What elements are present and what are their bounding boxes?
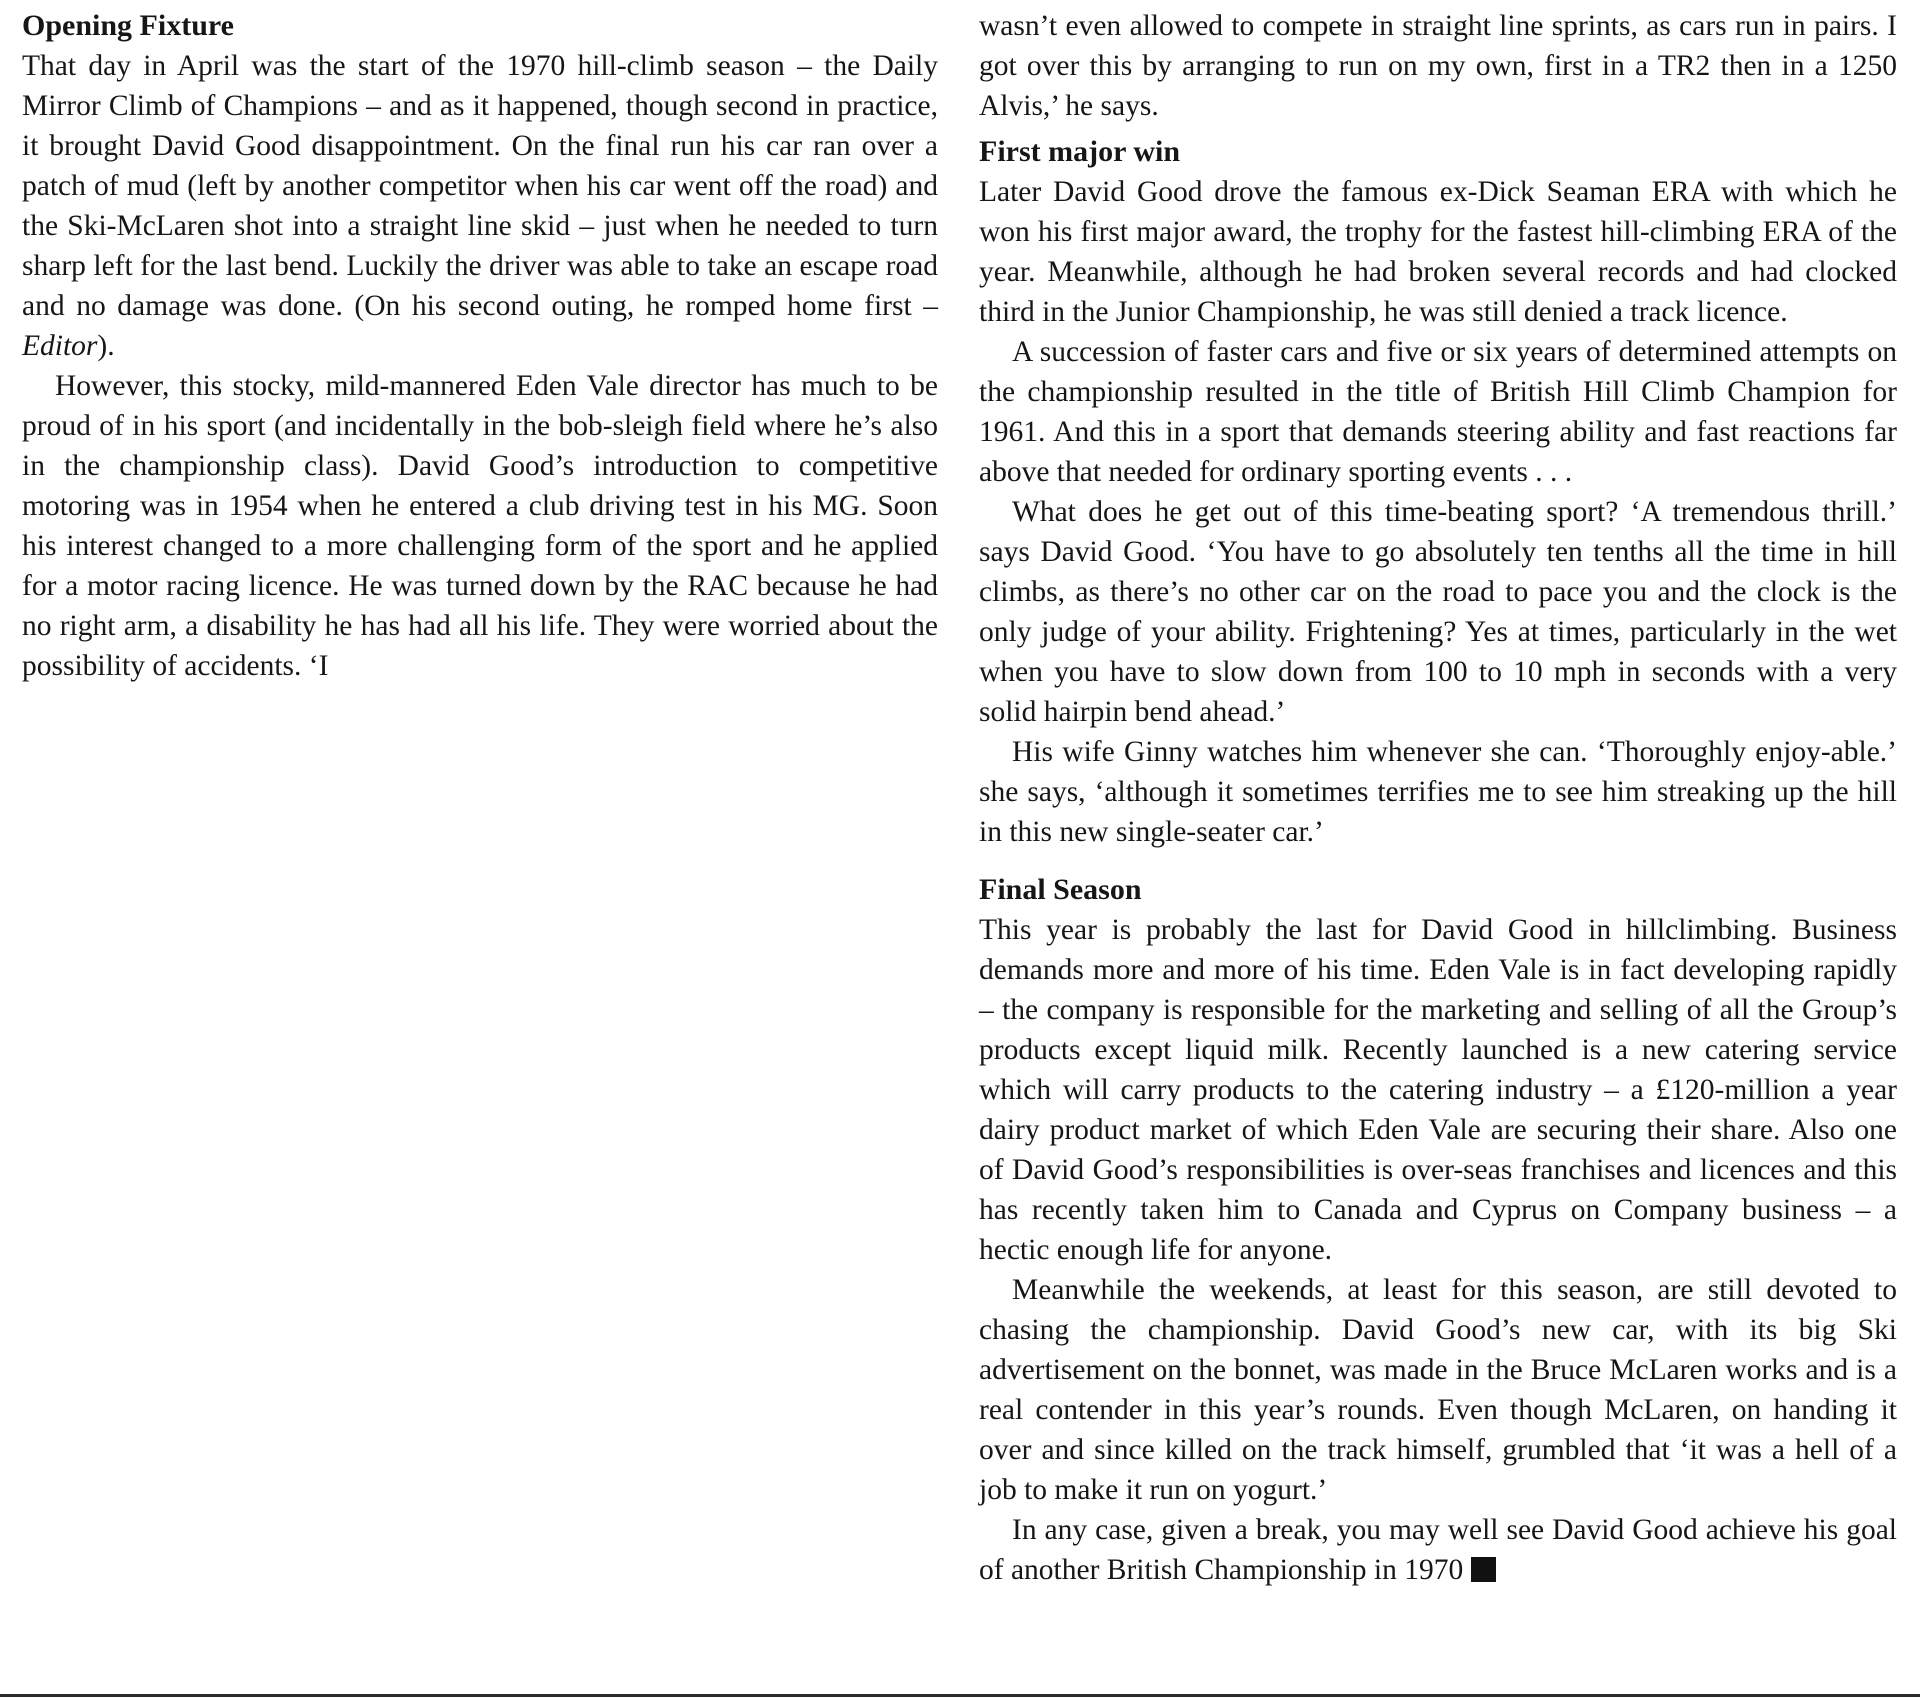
paragraph-final-1: This year is probably the last for David Good in hillclimbing. Business demands more and more of his time. Eden Vale is in fact developing rapidly – the company is responsible for the marketing and selling of all the Group’s products except liquid milk. Recently launched is a new catering service which will carry products to the catering industry – a £120-million a year dairy product market of which Eden Vale are securing their share. Also one of David Good’s responsibilities is over-seas franchises and licences and this has recently taken him to Canada and Cyprus on Company business – a hectic enough life for anyone.: [979, 914, 1897, 1266]
paragraph-continued: wasn’t even allowed to compete in straight line sprints, as cars run in pairs. I got over this by arranging to run on my own, first in a TR2 then in a 1250 Alvis,’ he says.: [979, 10, 1897, 122]
paragraph-final-2: Meanwhile the weekends, at least for this season, are still devoted to chasing the championship. David Good’s new car, with its big Ski advertisement on the bonnet, was made in the Bruce McLaren works and is a real contender in this year’s rounds. Even though McLaren, on handing it over and since killed on the track himself, grumbled that ‘it was a hell of a job to make it run on yogurt.’: [979, 1274, 1897, 1506]
left-column: [22, 6, 938, 686]
paragraph-final-3: [979, 1510, 1897, 1590]
heading-final-season: Final Season: [979, 873, 1142, 906]
paragraph-final-3-text: In any case, given a break, you may well see David Good achieve his goal of another British Championship in 1970: [979, 1514, 1897, 1586]
paragraph-opening-1-end: ).: [97, 330, 115, 362]
bottom-rule: [0, 1694, 1920, 1697]
heading-first-major-win: First major win: [979, 135, 1181, 168]
heading-opening-fixture: Opening Fixture: [22, 9, 234, 42]
paragraph-opening-2: However, this stocky, mild-mannered Eden Vale director has much to be proud of in his sport (and incidentally in the bob-sleigh field where he’s also in the championship class). David Good’s introduction to competitive motoring was in 1954 when he entered a club driving test in his MG. Soon his interest changed to a more challenging form of the sport and he applied for a motor racing licence. He was turned down by the RAC because he had no right arm, a disability he has had all his life. They were worried about the possibility of accidents. ‘I: [22, 370, 938, 682]
paragraph-win-3: What does he get out of this time-beating sport? ‘A tremendous thrill.’ says David Good. ‘You have to go absolutely ten tenths all the time in hill climbs, as there’s no other car on the road to pace you and the clock is the only judge of your ability. Frightening? Yes at times, particularly in the wet when you have to slow down from 100 to 10 mph in seconds with a very solid hairpin bend ahead.’: [979, 496, 1897, 728]
editor-note: Editor: [22, 330, 98, 362]
paragraph-win-4: His wife Ginny watches him whenever she can. ‘Thoroughly enjoy-able.’ she says, ‘although it sometimes terrifies me to see him streaking up the hill in this new single-seater car.’: [979, 736, 1897, 848]
paragraph-opening-1-text: That day in April was the start of the 1970 hill-climb season – the Daily Mirror Climb of Champions – and as it happened, though second in practice, it brought David Good disappointment. On the final run his car ran over a patch of mud (left by another competitor when his car went off the road) and the Ski-McLaren shot into a straight line skid – just when he needed to turn sharp left for the last bend. Luckily the driver was able to take an escape road and no damage was done. (On his second outing, he romped home first –: [22, 50, 938, 322]
paragraph-win-2: A succession of faster cars and five or six years of determined attempts on the championship resulted in the title of British Hill Climb Champion for 1961. And this in a sport that demands steering ability and fast reactions far above that needed for ordinary sporting events . . .: [979, 336, 1897, 488]
paragraph-win-1: Later David Good drove the famous ex-Dick Seaman ERA with which he won his first major award, the trophy for the fastest hill-climbing ERA of the year. Meanwhile, although he had broken several records and had clocked third in the Junior Championship, he was still denied a track licence.: [979, 176, 1897, 328]
end-of-article-square-icon: [1471, 1557, 1496, 1582]
paragraph-opening-1: [22, 46, 938, 366]
right-column: [979, 6, 1897, 1590]
